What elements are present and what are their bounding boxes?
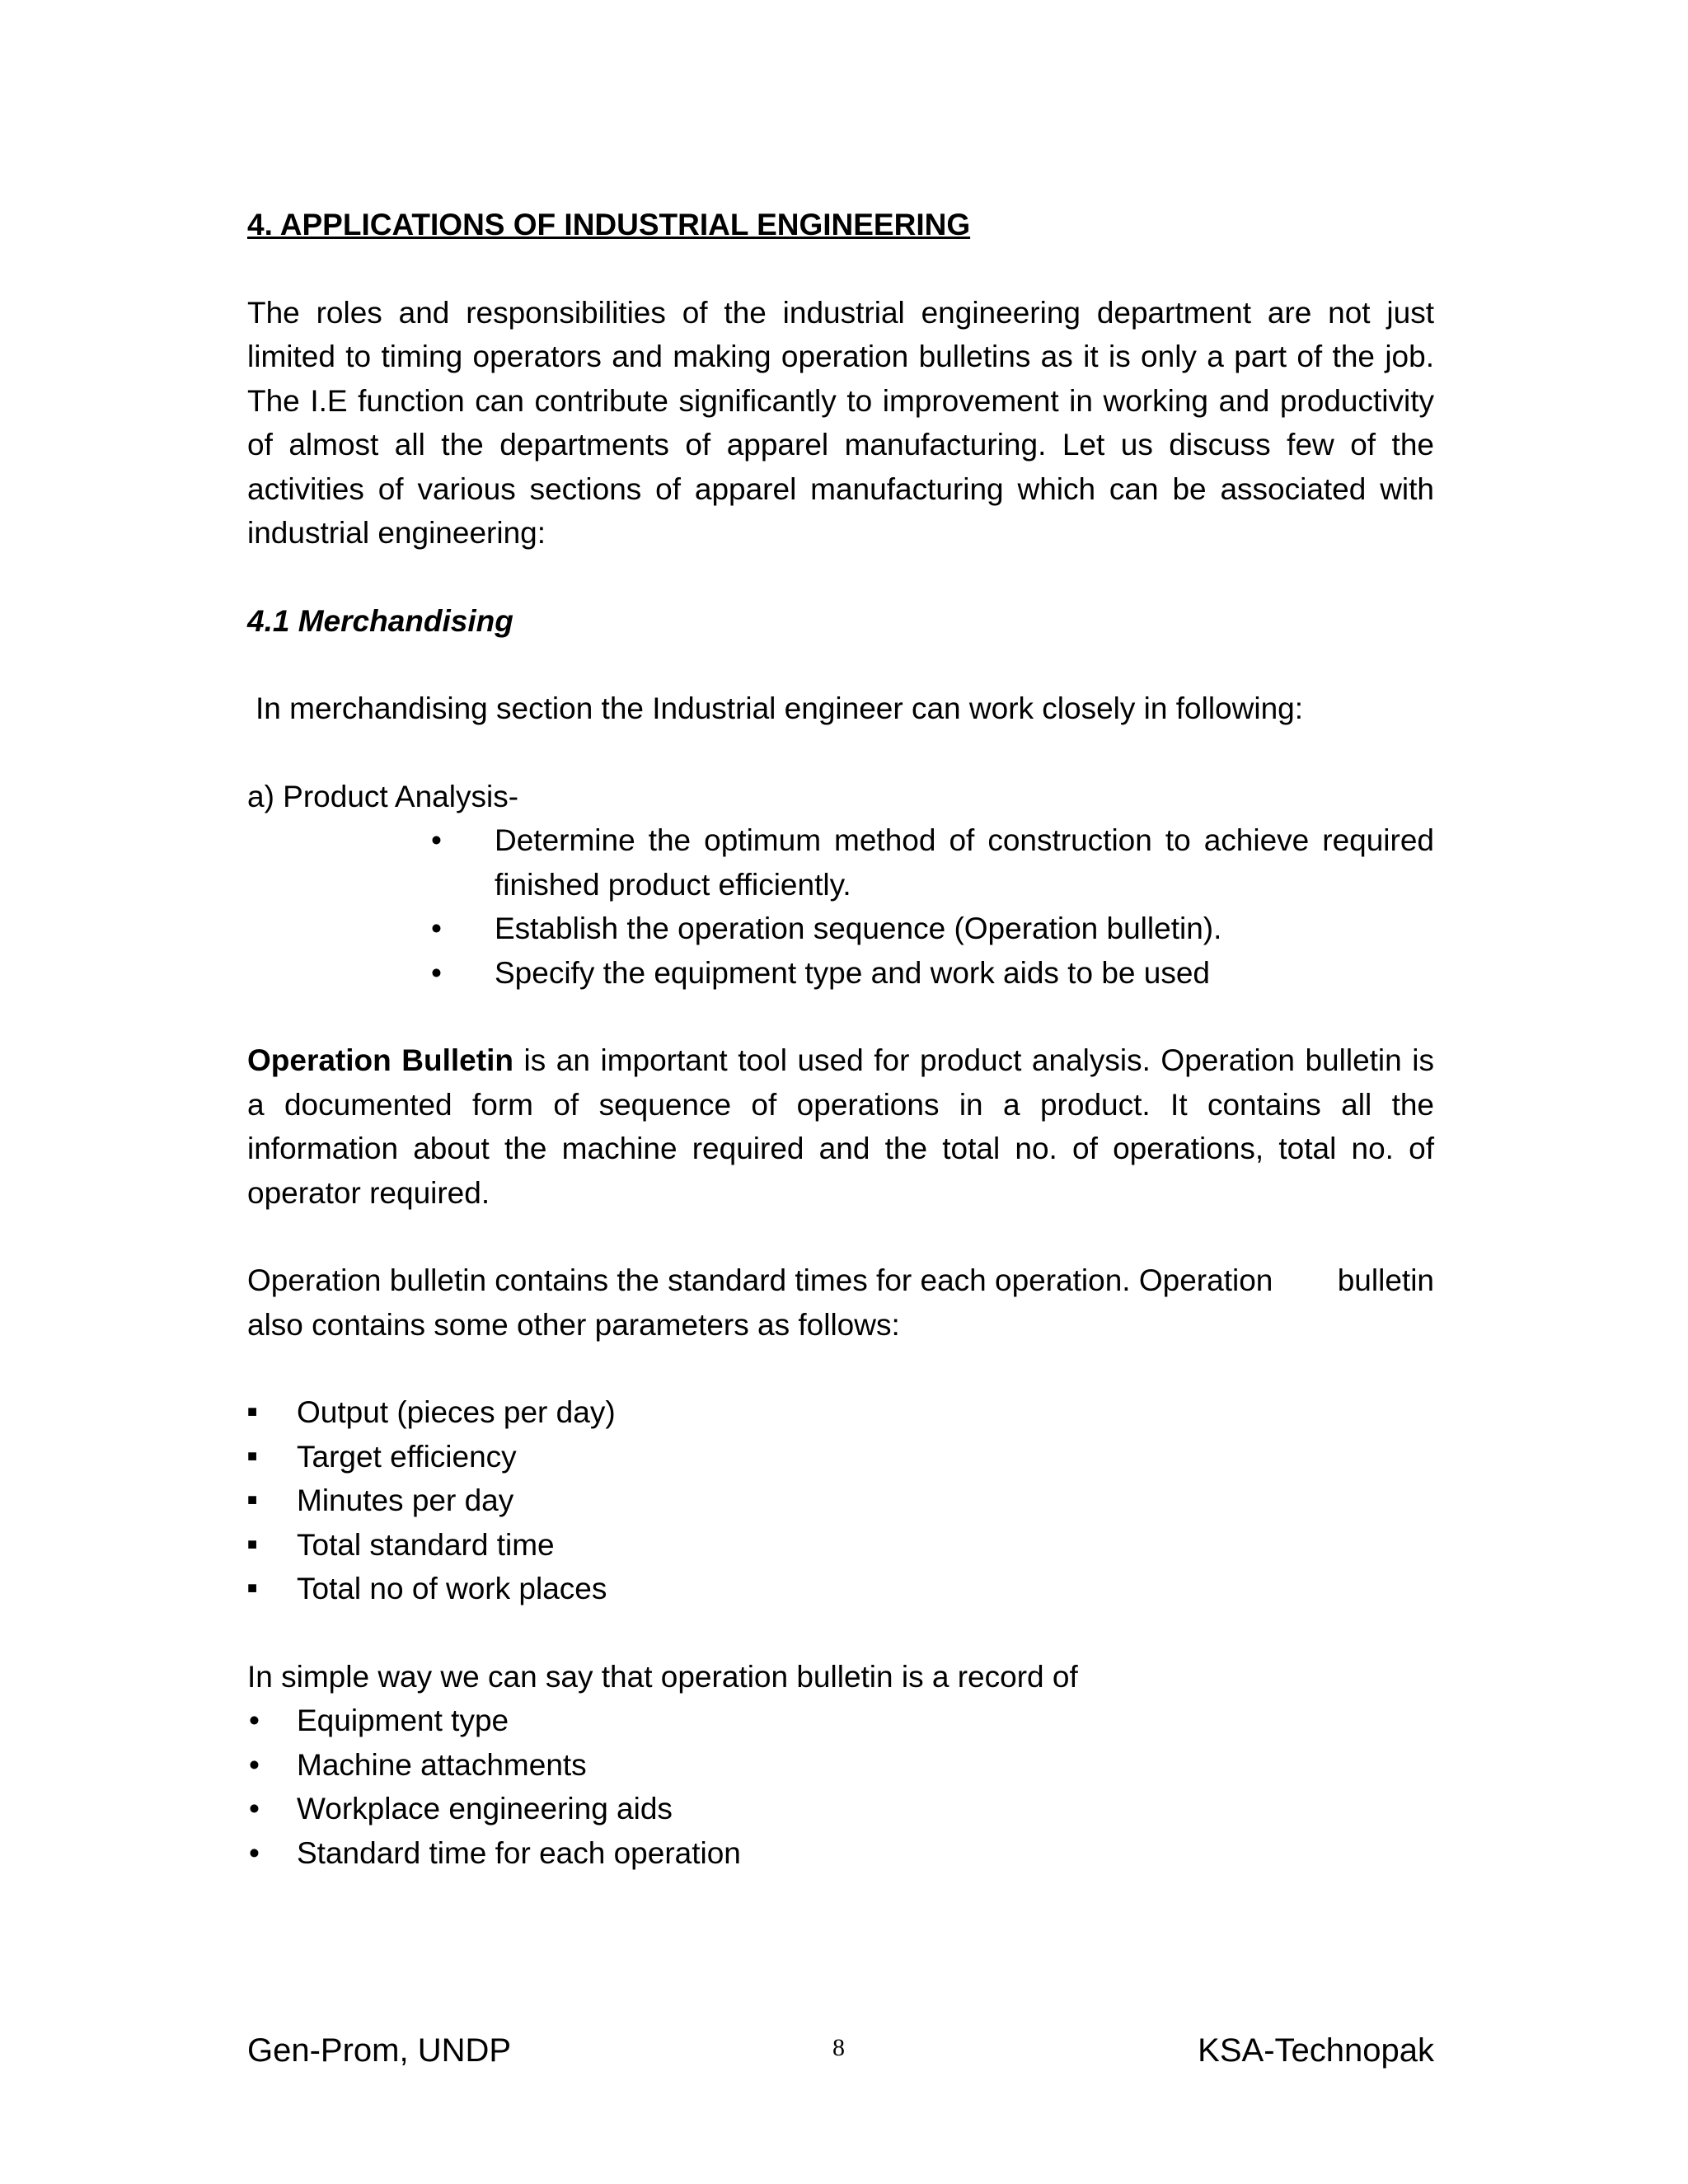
page-footer — [247, 2032, 1434, 2082]
list-item — [247, 1787, 1434, 1831]
list-item-text: Workplace engineering aids — [297, 1792, 673, 1825]
standard-times-line-1 — [247, 1258, 1434, 1303]
list-item — [247, 1699, 1434, 1743]
list-item-text: Establish the operation sequence (Operation bulletin). — [495, 912, 1222, 945]
list-item — [247, 1743, 1434, 1788]
list-item-text: Total standard time — [297, 1527, 555, 1562]
square-bullet-icon: ■ — [247, 1579, 258, 1597]
list-item-text: Target efficiency — [297, 1439, 517, 1474]
bullet-icon: • — [431, 912, 442, 945]
record-intro: In simple way we can say that operation bulletin is a record of — [247, 1659, 1078, 1694]
operation-bulletin-term: Operation Bulletin — [247, 1043, 513, 1077]
intro-paragraph: The roles and responsibilities of the industrial engineering department are not just limited to timing operators and making operation bulletins as it is only a part of the job. The I.E function can contribute significantly to improvement in working and productivity of almost all the departments of apparel manufacturing. Let us discuss few of the activities of various sections of apparel manufacturing which can be associated with industrial engineering: — [247, 295, 1434, 550]
bullet-icon: • — [431, 955, 442, 990]
square-bullet-icon: ■ — [247, 1403, 258, 1421]
standard-times-line-1-left: Operation bulletin contains the standard times for each operation. Operation — [247, 1263, 1273, 1297]
bullet-icon: • — [249, 1835, 260, 1870]
page-number: 8 — [832, 2034, 845, 2061]
standard-times-line-2: also contains some other parameters as follows: — [247, 1307, 900, 1342]
operation-bulletin-paragraph — [247, 1038, 1434, 1215]
list-item-text: Determine the optimum method of construction to achieve required finished product efficiently. — [495, 823, 1434, 902]
list-item — [433, 951, 1434, 996]
list-item — [247, 1523, 1434, 1568]
standard-times-line-1-right: bulletin — [1337, 1263, 1434, 1297]
list-item-text: Standard time for each operation — [297, 1835, 741, 1870]
bullet-icon: • — [249, 1792, 260, 1825]
parameters-list — [247, 1390, 1434, 1611]
list-item — [247, 1479, 1434, 1523]
page-content — [247, 203, 1434, 1875]
record-list — [247, 1699, 1434, 1875]
subsection-title: 4.1 Merchandising — [247, 603, 513, 638]
list-item — [247, 1567, 1434, 1611]
square-bullet-icon: ■ — [247, 1446, 258, 1465]
footer-right-text: KSA-Technopak — [1198, 2032, 1434, 2069]
square-bullet-icon: ■ — [247, 1535, 258, 1554]
standard-times-paragraph — [247, 1258, 1434, 1347]
product-analysis-list — [247, 818, 1434, 995]
square-bullet-icon: ■ — [247, 1491, 258, 1509]
list-item — [247, 1435, 1434, 1479]
list-item — [247, 1390, 1434, 1435]
list-item-text: Output (pieces per day) — [297, 1395, 616, 1429]
bullet-icon: • — [249, 1747, 260, 1782]
operation-bulletin-text: is an important tool used for product analysis. Operation bulletin is a documented form of sequence of operations in a product. It contains all the information about the machine required and the total no. of operations, total no. of operator required. — [247, 1043, 1434, 1210]
bullet-icon: • — [431, 823, 442, 857]
merchandising-intro: In merchandising section the Industrial engineer can work closely in following: — [256, 691, 1304, 725]
bullet-icon: • — [249, 1704, 260, 1737]
product-analysis-label: a) Product Analysis- — [247, 779, 519, 813]
list-item-text: Machine attachments — [297, 1747, 587, 1782]
list-item — [433, 907, 1434, 951]
section-heading: 4. APPLICATIONS OF INDUSTRIAL ENGINEERING — [247, 208, 971, 241]
list-item — [433, 818, 1434, 907]
list-item-text: Equipment type — [297, 1704, 509, 1737]
footer-left-text: Gen-Prom, UNDP — [247, 2032, 512, 2069]
list-item-text: Specify the equipment type and work aids to be used — [495, 955, 1210, 990]
list-item-text: Minutes per day — [297, 1483, 514, 1517]
list-item-text: Total no of work places — [297, 1572, 607, 1605]
list-item — [247, 1831, 1434, 1876]
